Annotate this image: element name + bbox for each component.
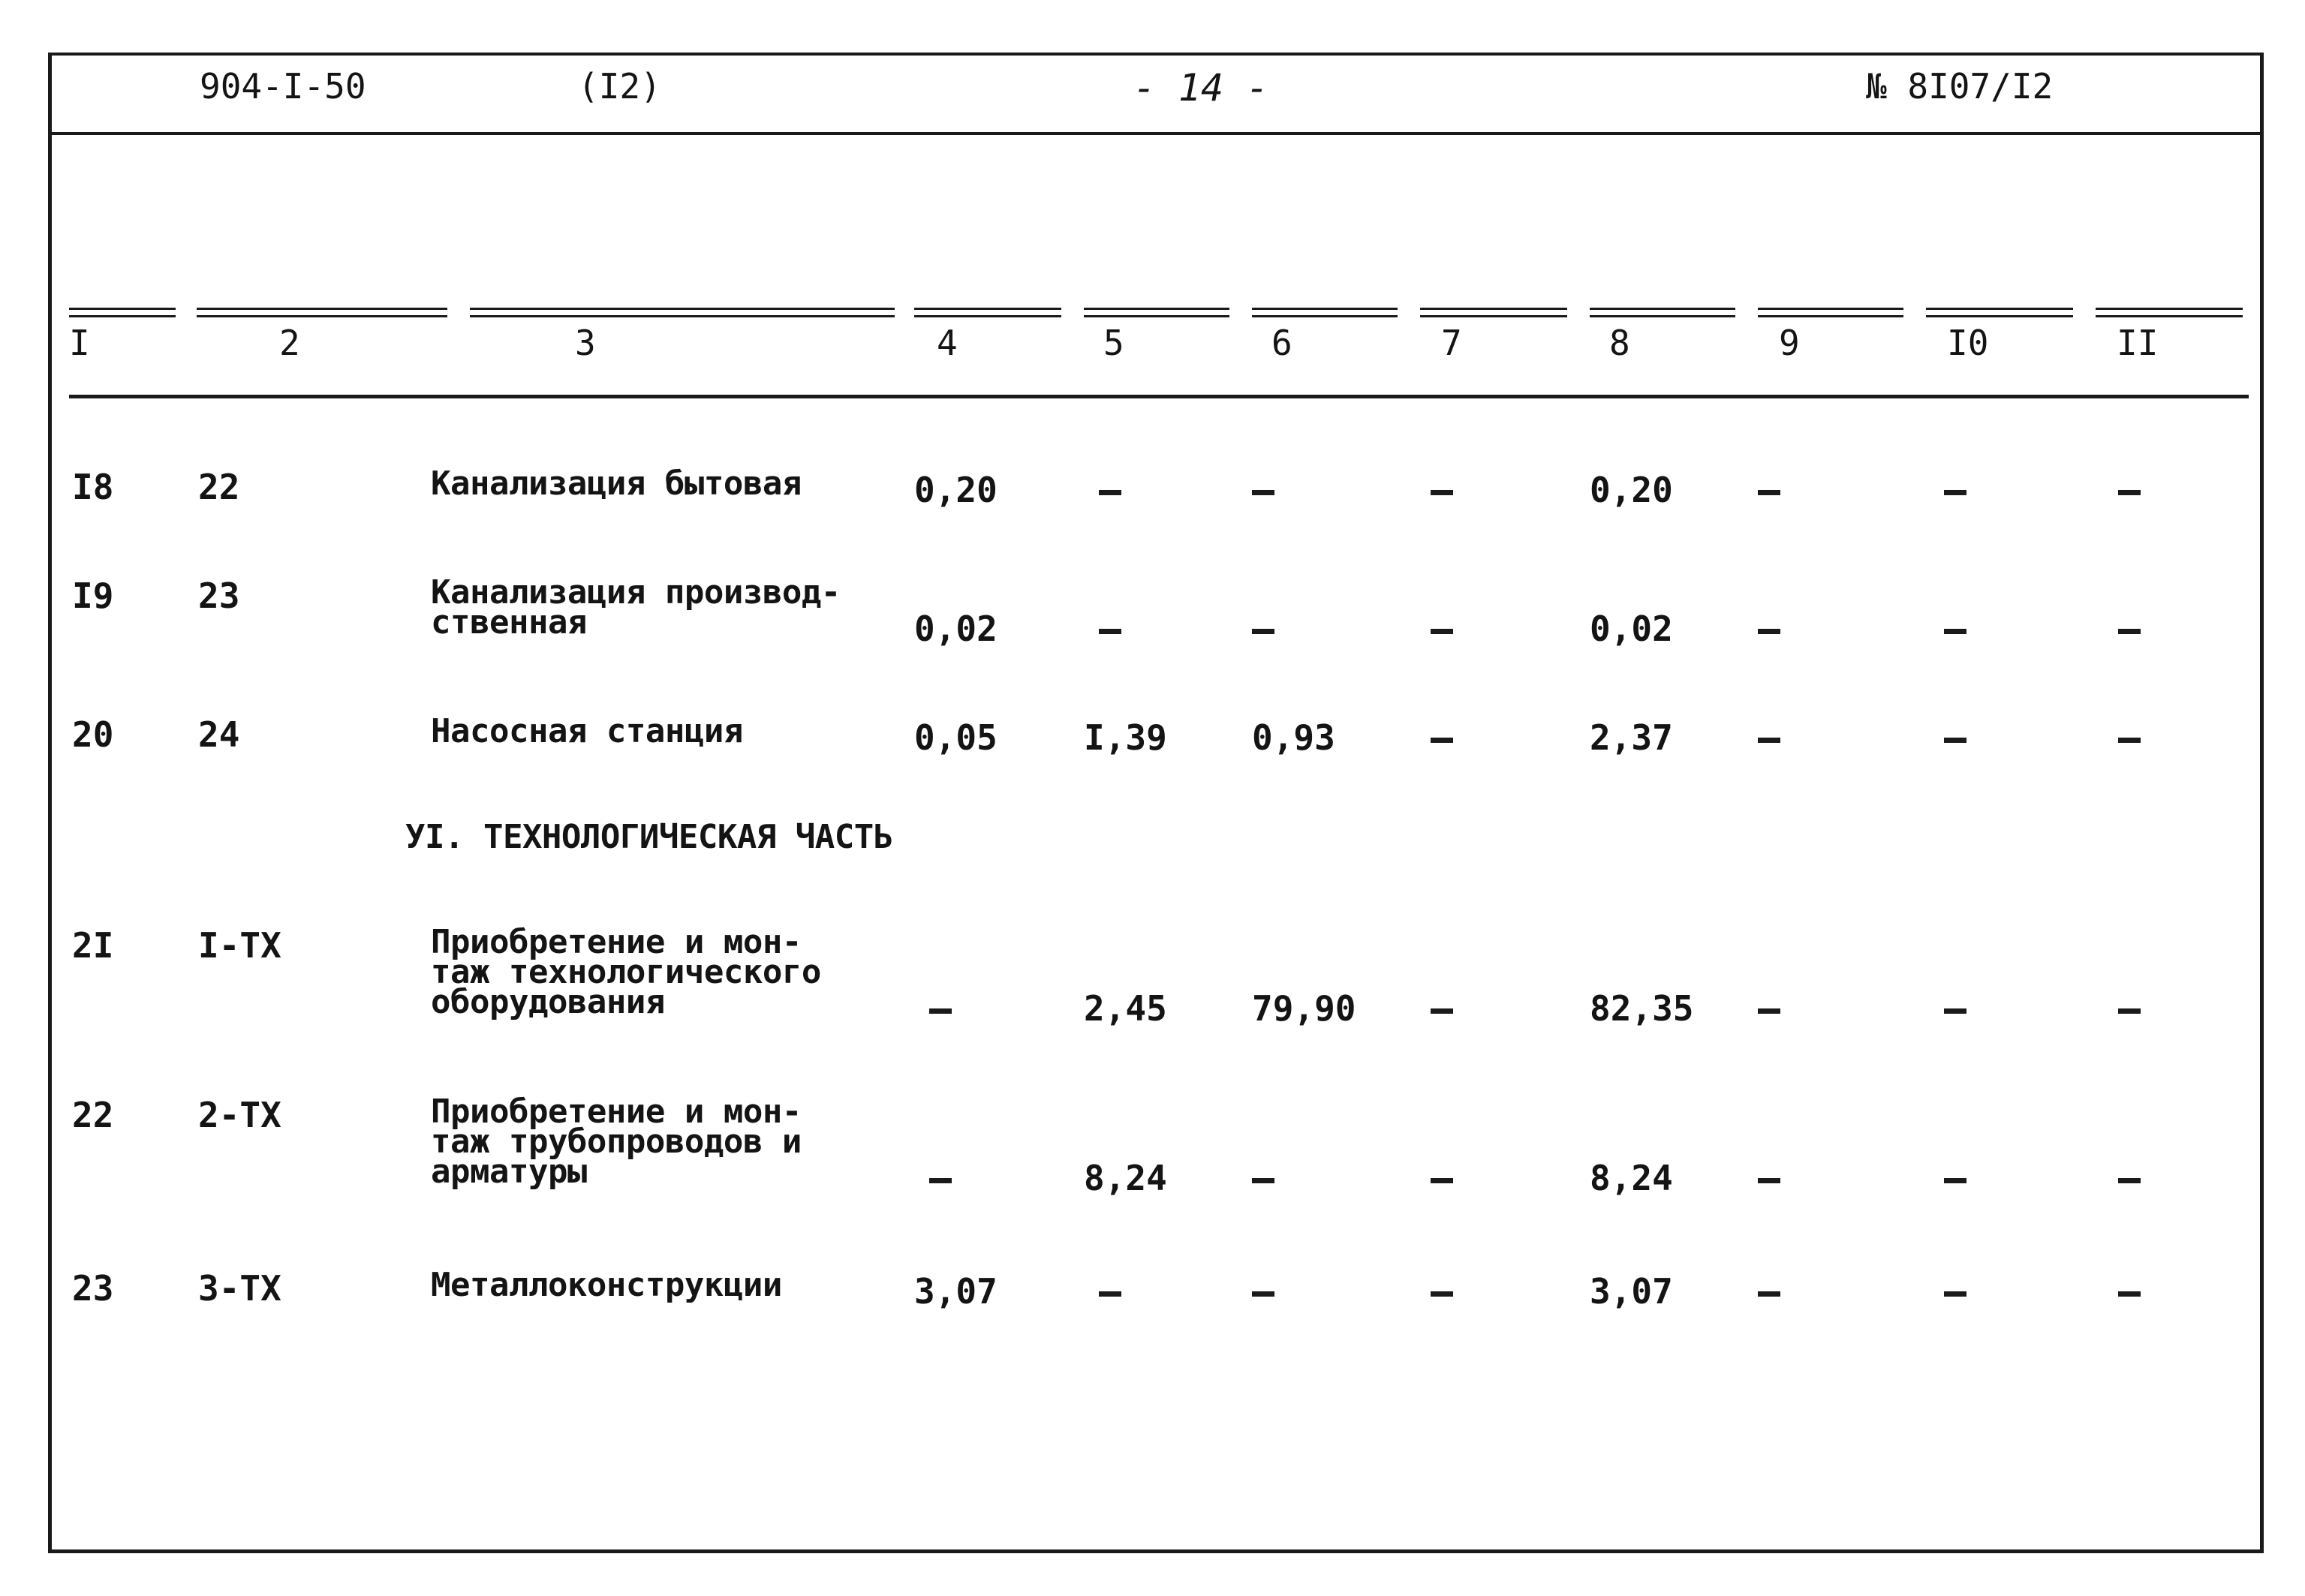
- column-number: 4: [937, 323, 958, 363]
- column-rule: [1420, 308, 1567, 317]
- value-c8: 82,35: [1590, 988, 1694, 1029]
- value-c10: [1944, 611, 1966, 647]
- column-rule: [1758, 308, 1903, 317]
- value-c6: 0,93: [1252, 717, 1335, 758]
- value-c5: I,39: [1084, 717, 1167, 758]
- dash-mark: [2118, 1008, 2141, 1014]
- column-rule: [1926, 308, 2073, 317]
- value-c6: [1252, 1273, 1274, 1309]
- dash-mark: [1944, 490, 1966, 495]
- column-header-rule: [69, 395, 2249, 398]
- row-description: Насосная станция: [431, 712, 743, 750]
- value-c9: [1758, 1273, 1780, 1309]
- column-rule: [1084, 308, 1229, 317]
- value-c11: [2118, 990, 2141, 1026]
- value-c7: [1431, 611, 1453, 647]
- row-description: Приобретение и мон-: [431, 1093, 802, 1131]
- dash-mark: [1252, 1178, 1274, 1183]
- row-code: I-ТХ: [198, 925, 281, 966]
- column-number: I: [69, 323, 90, 363]
- value-c10: [1944, 990, 1966, 1026]
- dash-mark: [1431, 1178, 1453, 1183]
- value-c8: 8,24: [1590, 1158, 1673, 1198]
- row-number: 22: [72, 1095, 114, 1135]
- dash-mark: [1099, 490, 1121, 495]
- dash-mark: [1431, 490, 1453, 495]
- column-rule: [197, 308, 447, 317]
- page-number: - 14 -: [1133, 66, 1269, 110]
- value-c4: 0,02: [914, 609, 998, 649]
- value-c4: 3,07: [914, 1271, 998, 1312]
- column-rule: [470, 308, 895, 317]
- value-c7: [1431, 472, 1453, 508]
- dash-mark: [1431, 629, 1453, 634]
- row-code: 24: [198, 714, 240, 755]
- row-number: I8: [72, 467, 114, 507]
- value-c11: [2118, 720, 2141, 756]
- value-c8: 0,20: [1590, 470, 1673, 510]
- row-description: Приобретение и мон-: [431, 923, 802, 961]
- value-c11: [2118, 472, 2141, 508]
- doc-number: № 8I07/I2: [1866, 66, 2054, 107]
- row-number: 2I: [72, 925, 114, 966]
- dash-mark: [2118, 629, 2141, 634]
- value-c5: [1099, 611, 1121, 647]
- dash-mark: [1758, 629, 1780, 634]
- column-rule: [2096, 308, 2243, 317]
- value-c6: [1252, 611, 1274, 647]
- dash-mark: [1758, 1291, 1780, 1297]
- row-description: ственная: [431, 603, 587, 642]
- dash-mark: [1758, 1008, 1780, 1014]
- column-rule: [1252, 308, 1398, 317]
- value-c10: [1944, 472, 1966, 508]
- value-c9: [1758, 720, 1780, 756]
- column-rule: [69, 308, 176, 317]
- value-c5: [1099, 1273, 1121, 1309]
- column-rule: [1590, 308, 1735, 317]
- value-c8: 2,37: [1590, 717, 1673, 758]
- dash-mark: [1099, 629, 1121, 634]
- value-c10: [1944, 720, 1966, 756]
- row-number: 20: [72, 714, 114, 755]
- value-c6: [1252, 1160, 1274, 1196]
- row-code: 3-ТХ: [198, 1268, 281, 1309]
- dash-mark: [1431, 1291, 1453, 1297]
- row-code: 23: [198, 576, 240, 616]
- value-c11: [2118, 1273, 2141, 1309]
- row-description: таж технологического: [431, 953, 821, 991]
- page-frame: [48, 53, 2264, 1553]
- value-c4: [929, 1160, 952, 1196]
- column-number: 6: [1271, 323, 1292, 363]
- column-number: 7: [1441, 323, 1462, 363]
- dash-mark: [929, 1008, 952, 1014]
- dash-mark: [1944, 1008, 1966, 1014]
- dash-mark: [1758, 1178, 1780, 1183]
- row-description: таж трубопроводов и: [431, 1123, 802, 1161]
- dash-mark: [1758, 490, 1780, 495]
- row-code: 22: [198, 467, 240, 507]
- value-c5: 8,24: [1084, 1158, 1167, 1198]
- dash-mark: [1944, 629, 1966, 634]
- dash-mark: [1944, 1178, 1966, 1183]
- column-number: 9: [1779, 323, 1800, 363]
- value-c9: [1758, 1160, 1780, 1196]
- value-c6: [1252, 472, 1274, 508]
- row-description: Канализация бытовая: [431, 464, 802, 503]
- value-c9: [1758, 990, 1780, 1026]
- section-title: УI. ТЕХНОЛОГИЧЕСКАЯ ЧАСТЬ: [405, 818, 893, 856]
- dash-mark: [2118, 490, 2141, 495]
- row-description: Металлоконструкции: [431, 1266, 782, 1304]
- value-c5: 2,45: [1084, 988, 1167, 1029]
- column-number: I0: [1947, 323, 1989, 363]
- value-c7: [1431, 1160, 1453, 1196]
- row-number: I9: [72, 576, 114, 616]
- dash-mark: [2118, 1291, 2141, 1297]
- row-number: 23: [72, 1268, 114, 1309]
- value-c4: 0,20: [914, 470, 998, 510]
- sheet-number: (I2): [578, 66, 661, 107]
- column-number: 2: [279, 323, 300, 363]
- row-description: арматуры: [431, 1153, 587, 1191]
- value-c8: 3,07: [1590, 1271, 1673, 1312]
- column-number: 5: [1103, 323, 1124, 363]
- dash-mark: [1252, 490, 1274, 495]
- row-description: оборудования: [431, 983, 665, 1021]
- dash-mark: [1944, 738, 1966, 743]
- dash-mark: [1944, 1291, 1966, 1297]
- value-c6: 79,90: [1252, 988, 1356, 1029]
- value-c5: [1099, 472, 1121, 508]
- dash-mark: [1252, 629, 1274, 634]
- value-c10: [1944, 1160, 1966, 1196]
- dash-mark: [1099, 1291, 1121, 1297]
- header-rule: [48, 132, 2264, 135]
- dash-mark: [2118, 738, 2141, 743]
- value-c4: 0,05: [914, 717, 998, 758]
- row-code: 2-ТХ: [198, 1095, 281, 1135]
- value-c7: [1431, 1273, 1453, 1309]
- column-number: II: [2117, 323, 2159, 363]
- dash-mark: [929, 1178, 952, 1183]
- dash-mark: [1252, 1291, 1274, 1297]
- row-description: Канализация производ-: [431, 573, 841, 612]
- value-c9: [1758, 472, 1780, 508]
- dash-mark: [2118, 1178, 2141, 1183]
- value-c11: [2118, 611, 2141, 647]
- column-number: 3: [575, 323, 596, 363]
- doc-code: 904-I-50: [200, 66, 366, 107]
- dash-mark: [1431, 738, 1453, 743]
- value-c8: 0,02: [1590, 609, 1673, 649]
- value-c11: [2118, 1160, 2141, 1196]
- dash-mark: [1431, 1008, 1453, 1014]
- value-c7: [1431, 990, 1453, 1026]
- column-number: 8: [1609, 323, 1630, 363]
- dash-mark: [1758, 738, 1780, 743]
- value-c7: [1431, 720, 1453, 756]
- column-rule: [914, 308, 1061, 317]
- value-c4: [929, 990, 952, 1026]
- value-c10: [1944, 1273, 1966, 1309]
- value-c9: [1758, 611, 1780, 647]
